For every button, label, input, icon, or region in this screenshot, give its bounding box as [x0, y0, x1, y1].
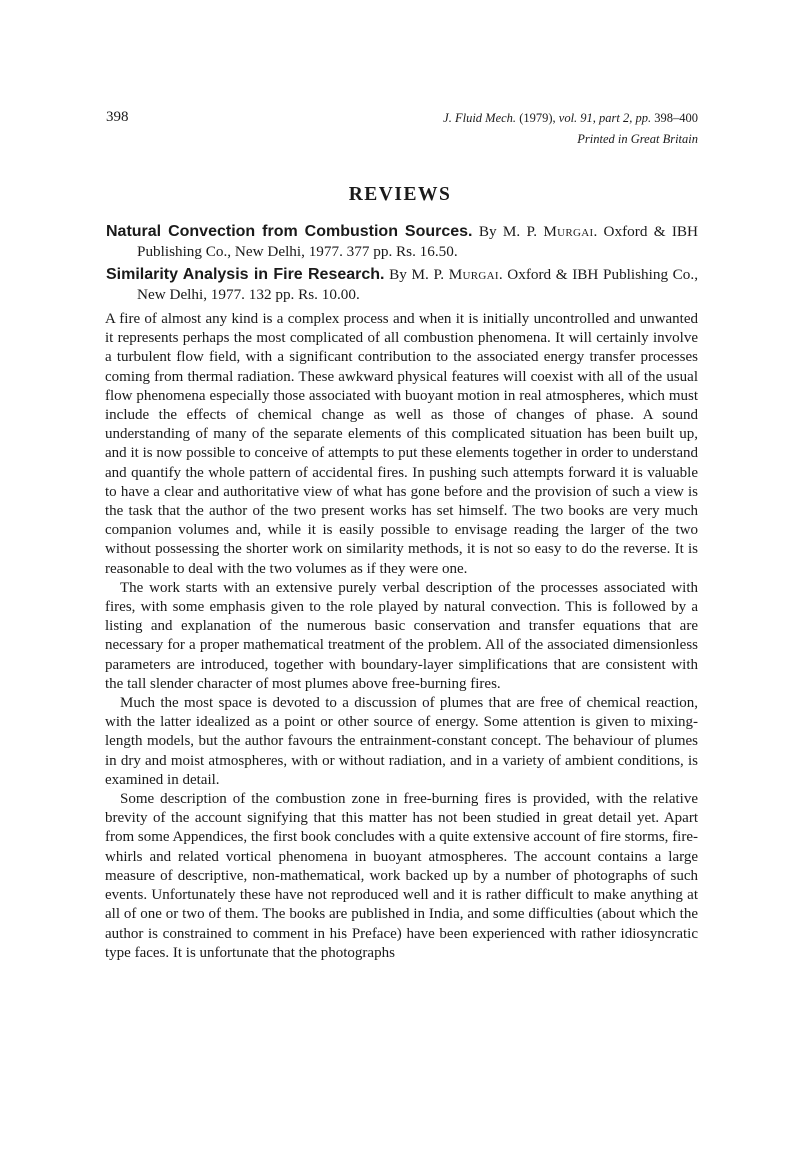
- book-title: Natural Convection from Combustion Sources.: [106, 223, 473, 240]
- journal-citation: [443, 108, 698, 129]
- review-paragraph: Some description of the combustion zone in free-burning fires is provided, with the relative brevity of the account signifying that this matter has not been studied in great detail yet. Apart from some Appendices, the first book concludes with a quite extensive account of fire storms, fire-whirls and related vortical phenomena in buoyant atmospheres. The account contains a large measure of descriptive, non-mathematical, work backed up by a number of photographs of such events. Unfortunately these have not reproduced well and it is rather difficult to make anything at all of one or two of them. The books are published in India, and some difficulties (about which the author is constrained to comment in his Preface) have been experienced with rather idiosyncratic type faces. It is unfortunate that the photographs: [105, 791, 698, 961]
- page-number: 398: [106, 109, 129, 125]
- book-details: . Oxford & IBH Publishing Co., New Delhi, 1977. 377 pp. Rs. 16.50.: [137, 223, 698, 260]
- review-paragraph: Much the most space is devoted to a discussion of plumes that are free of chemical reaction, with the latter idealized as a point or other source of energy. Some attention is given to mixing-length models, but the author favours the entrainment-constant concept. The behaviour of plumes in dry and moist atmospheres, with or without radiation, and in a variety of ambient conditions, is examined in detail.: [105, 695, 698, 788]
- review-paragraph: A fire of almost any kind is a complex process and when it is initially uncontrolled and unwanted it represents perhaps the most complicated of all combustion phenomena. It will certainly involve a turbulent flow field, with a significant contribution to the associated energy transfer processes coming from thermal radiation. These awkward physical features will coexist with all of the usual flow phenomena especially those associated with buoyant motion in real atmospheres, which must include the effects of chemical change as well as those of changes of phase. A sound understanding of many of the separate elements of this complicated situation has been built up, and it is now possible to conceive of attempts to put these elements together in order to understand and quantify the whole pattern of accidental fires. In pushing such attempts forward it is valuable to have a clear and authoritative view of what has gone before and the provision of such a view is the task that the author of the two present works has set himself. The two books are very much companion volumes and, while it is easily possible to envisage reading the larger of the two without possessing the shorter work on similarity methods, it is not so easy to do the reverse. It is reasonable to deal with the two volumes as if they were one.: [105, 311, 698, 577]
- book-by: By M. P.: [384, 266, 449, 283]
- printed-note: Printed in Great Britain: [577, 132, 698, 146]
- review-body: [105, 310, 698, 963]
- journal-name: J. Fluid Mech.: [443, 111, 517, 125]
- section-title: REVIEWS: [348, 184, 452, 205]
- book-author: Murgai: [448, 266, 499, 283]
- book-by: By M. P.: [472, 223, 544, 240]
- citation-pages: 398–400: [651, 111, 698, 125]
- book-details: . Oxford & IBH Publishing Co., New Delhi, 1977. 132 pp. Rs. 10.00.: [137, 266, 698, 303]
- citation-volume: vol. 91, part 2, pp.: [558, 111, 652, 125]
- book-reference: [106, 222, 698, 261]
- book-title: Similarity Analysis in Fire Research.: [106, 266, 385, 283]
- running-header: [443, 108, 698, 150]
- citation-year: (1979),: [516, 111, 559, 125]
- book-author: Murgai: [543, 223, 594, 240]
- review-paragraph: The work starts with an extensive purely verbal description of the processes associated with fires, with some emphasis given to the role played by natural convection. This is followed by a listing and explanation of the numerous basic conservation and transfer equations that are necessary for a proper mathematical treatment of the problem. All of the associated dimensionless parameters are introduced, together with boundary-layer simplifications that are consistent with the tall slender character of most plumes above free-burning fires.: [105, 579, 698, 692]
- book-reference: [106, 265, 698, 304]
